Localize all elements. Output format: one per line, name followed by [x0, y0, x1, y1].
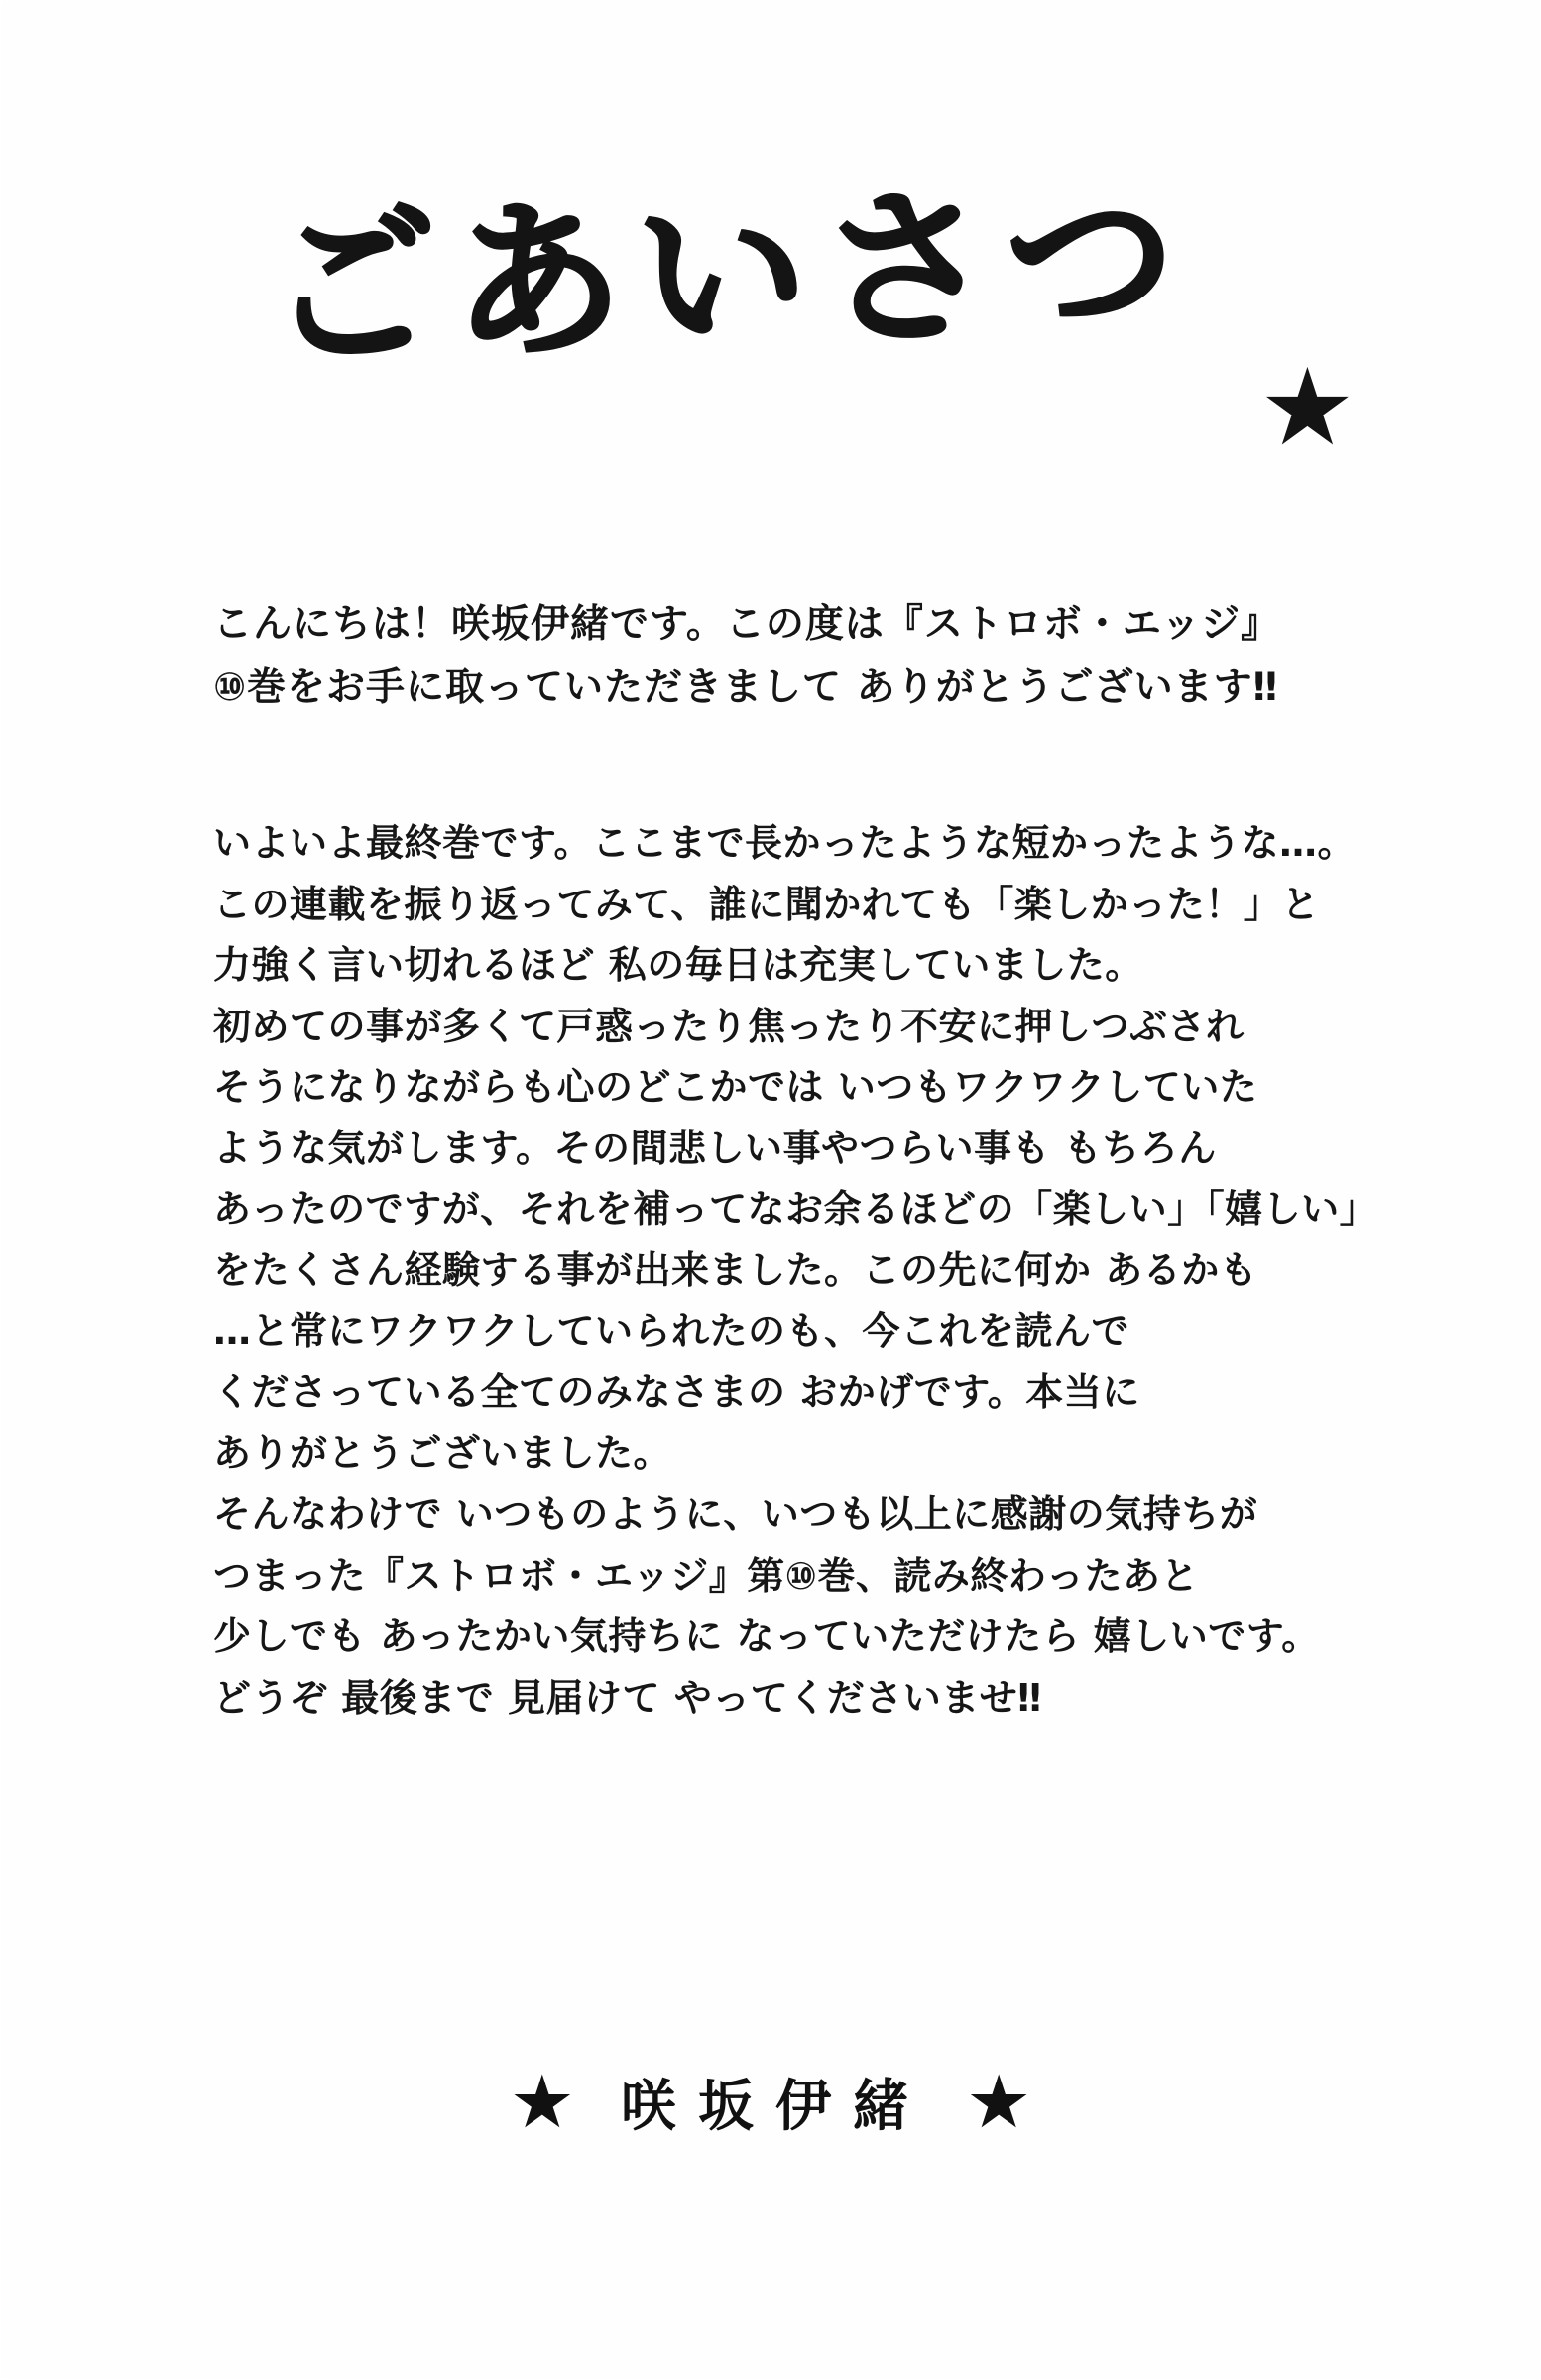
page-title: [264, 159, 1356, 476]
body-line: 力強く言い切れるほど 私の毎日は充実していました。: [213, 943, 1143, 988]
body-line: ような気がします。その間悲しい事やつらい事も もちろん: [213, 1126, 1217, 1170]
greeting-block: [213, 595, 1334, 723]
signature-left-star-icon: ★: [509, 2060, 575, 2145]
body-line: つまった『ストロボ・エッジ』第⑩巻、読み終わったあと: [213, 1553, 1200, 1598]
body-line: 初めての事が多くて戸惑ったり焦ったり不安に押しつぶされ: [213, 1004, 1245, 1048]
body-line: をたくさん経験する事が出来ました。この先に何か あるかも: [213, 1248, 1258, 1292]
body-line: どうぞ 最後まで 見届けて やってくださいませ‼: [213, 1675, 1042, 1720]
signature-block: [0, 2060, 1541, 2145]
body-line: この連載を振り返ってみて、誰に聞かれても「楽しかった！」と: [213, 882, 1320, 926]
body-line: あったのですが、それを補ってなお余るほどの「楽しい」「嬉しい」: [213, 1187, 1378, 1232]
author-name: 咲坂伊緒: [621, 2075, 930, 2139]
signature-right-star-icon: ★: [966, 2060, 1032, 2145]
greeting-line: こんにちは！咲坂伊緒です。この度は『ストロボ・エッジ』: [213, 602, 1281, 647]
body-line: いよいよ最終巻です。ここまで長かったような短かったような…。: [213, 821, 1356, 865]
body-line: そんなわけで いつものように、いつも以上に感謝の気持ちが: [213, 1492, 1258, 1537]
body-line: …と常にワクワクしていられたのも、今これを読んで: [213, 1309, 1130, 1354]
body-line: ありがとうございました。: [213, 1431, 672, 1476]
body-line: そうになりながらも心のどこかでは いつもワクワクしていた: [213, 1065, 1258, 1110]
body-line: くださっている全てのみなさまの おかげです。本当に: [213, 1369, 1140, 1414]
title-star-icon: ★: [1259, 346, 1356, 470]
body-line: 少しでも あったかい気持ちに なっていただけたら 嬉しいです。: [213, 1614, 1320, 1659]
greeting-line: ⑩巻をお手に取っていただきまして ありがとうございます‼: [213, 665, 1279, 711]
page-title-text: ごあいさつ: [264, 159, 1194, 392]
afterword-body: [213, 813, 1383, 1728]
